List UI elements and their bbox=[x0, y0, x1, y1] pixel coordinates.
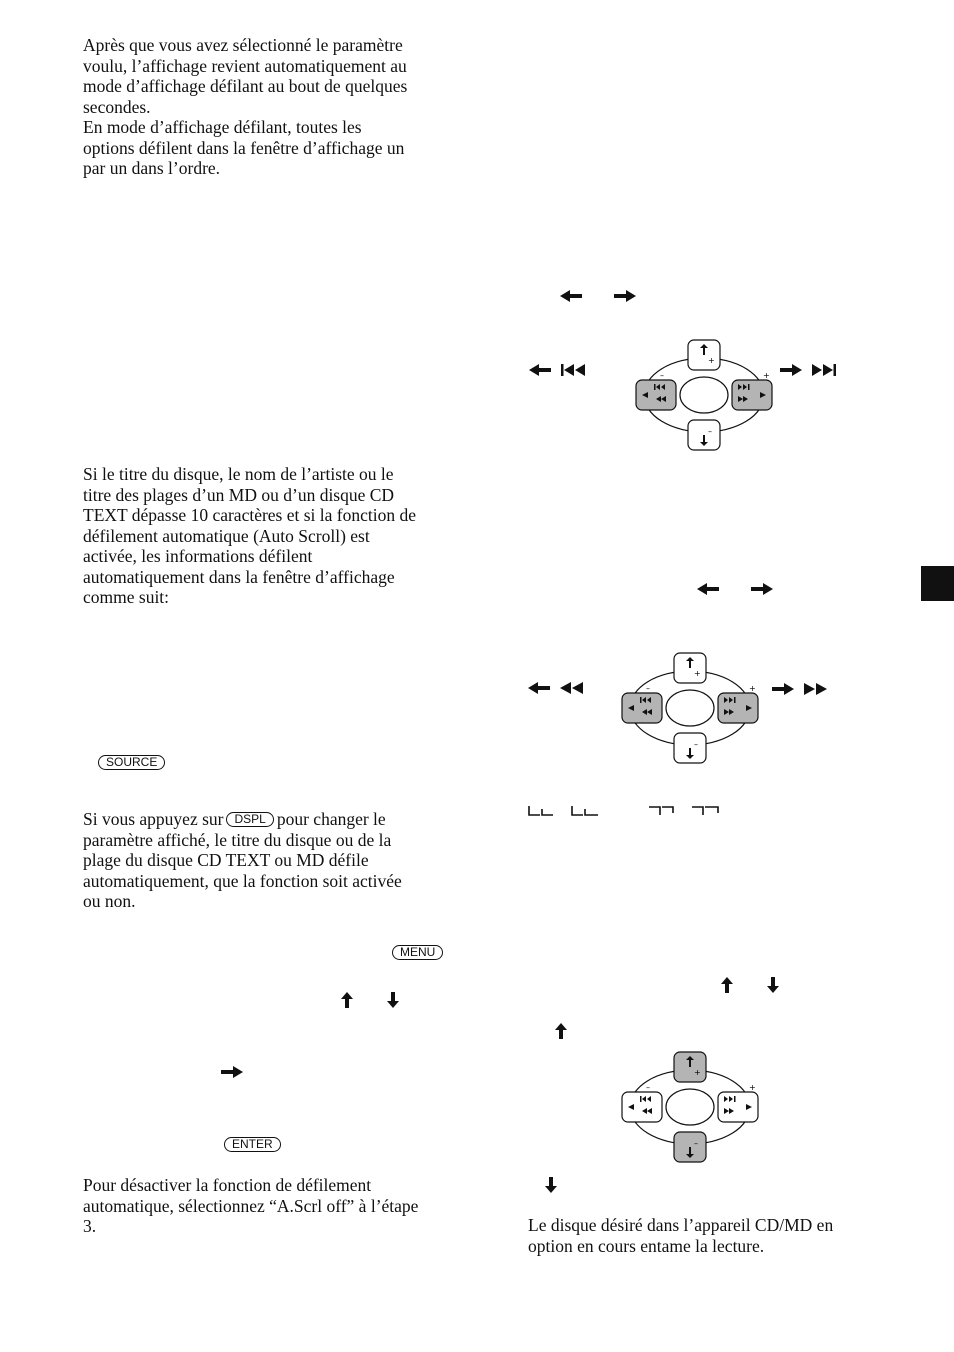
text-line bbox=[83, 809, 473, 830]
dspl-text-after: pour changer le bbox=[276, 809, 386, 829]
text-line: Pour désactiver la fonction de défilement bbox=[83, 1175, 372, 1195]
menu-key: MENU bbox=[392, 945, 443, 960]
text-line: En mode d’affichage défilant, toutes les bbox=[83, 117, 362, 137]
text-line: TEXT dépasse 10 caractères et si la fonction de bbox=[83, 505, 417, 525]
arrow-down-icon bbox=[386, 992, 400, 1008]
arrow-right-icon bbox=[614, 289, 636, 303]
text-line: automatiquement, que la fonction soit activée bbox=[83, 870, 402, 891]
text-line: automatique, sélectionnez “A.Scrl off” à l’étape bbox=[83, 1195, 419, 1216]
svg-text:+: + bbox=[749, 684, 756, 693]
arrow-up-icon bbox=[340, 992, 354, 1008]
enter-key: ENTER bbox=[224, 1137, 281, 1152]
text-line: comme suit: bbox=[83, 587, 170, 607]
segment-display-icon bbox=[648, 805, 723, 817]
arrow-down-icon bbox=[544, 1177, 558, 1193]
svg-text:+: + bbox=[708, 356, 715, 365]
arrow-up-icon bbox=[720, 977, 734, 993]
section-tab bbox=[921, 566, 954, 601]
skip-forward-icon bbox=[812, 364, 836, 376]
text-line: activée, les informations défilent bbox=[83, 546, 313, 566]
svg-text:–: – bbox=[694, 740, 698, 749]
arrow-right-icon bbox=[751, 582, 773, 596]
arrow-down-icon bbox=[766, 977, 780, 993]
control-pad-icon bbox=[632, 335, 776, 455]
segment-display-icon bbox=[528, 805, 603, 817]
text-line: voulu, l’affichage revient automatiquement au bbox=[83, 55, 407, 76]
text-line: option en cours entame la lecture. bbox=[528, 1235, 765, 1256]
text-line: Si le titre du disque, le nom de l’artiste ou le bbox=[83, 464, 394, 484]
arrow-up-icon bbox=[554, 1023, 568, 1039]
text-line: mode d’affichage défilant au bout de quelques bbox=[83, 76, 408, 96]
svg-text:–: – bbox=[708, 427, 712, 436]
text-line: plage du disque CD TEXT ou MD défile bbox=[83, 850, 369, 870]
arrow-left-icon bbox=[528, 681, 550, 695]
arrow-right-icon bbox=[221, 1065, 243, 1079]
text-line: Après que vous avez sélectionné le paramètre bbox=[83, 35, 403, 55]
text-line: 3. bbox=[83, 1216, 97, 1236]
svg-text:+: + bbox=[749, 1083, 756, 1092]
auto-return-paragraph bbox=[83, 35, 473, 179]
source-key: SOURCE bbox=[98, 755, 165, 770]
fast-forward-icon bbox=[804, 683, 828, 695]
auto-scroll-paragraph bbox=[83, 464, 473, 608]
control-pad-icon bbox=[618, 1047, 762, 1167]
arrow-right-icon bbox=[772, 682, 794, 696]
skip-back-icon bbox=[561, 364, 585, 376]
svg-text:–: – bbox=[646, 684, 650, 693]
text-line: par un dans l’ordre. bbox=[83, 158, 221, 178]
dspl-paragraph bbox=[83, 809, 473, 912]
disc-play-paragraph bbox=[528, 1215, 908, 1256]
svg-text:+: + bbox=[763, 371, 770, 380]
svg-text:+: + bbox=[694, 1068, 701, 1077]
svg-text:–: – bbox=[694, 1139, 698, 1148]
text-line: défilement automatique (Auto Scroll) est bbox=[83, 525, 370, 546]
arrow-right-icon bbox=[780, 363, 802, 377]
control-pad-icon bbox=[618, 648, 762, 768]
text-line: titre des plages d’un MD ou d’un disque CD bbox=[83, 484, 395, 505]
arrow-left-icon bbox=[697, 582, 719, 596]
arrow-left-icon bbox=[529, 363, 551, 377]
dspl-key: DSPL bbox=[226, 812, 273, 827]
text-line: secondes. bbox=[83, 96, 151, 117]
dspl-text-before: Si vous appuyez sur bbox=[83, 809, 224, 829]
svg-text:–: – bbox=[660, 371, 664, 380]
disable-paragraph bbox=[83, 1175, 473, 1237]
text-line: ou non. bbox=[83, 891, 136, 911]
text-line: Le disque désiré dans l’appareil CD/MD en bbox=[528, 1215, 834, 1235]
text-line: options défilent dans la fenêtre d’affichage un bbox=[83, 137, 405, 158]
text-line: automatiquement dans la fenêtre d’affichage bbox=[83, 566, 395, 587]
arrow-left-icon bbox=[560, 289, 582, 303]
svg-text:+: + bbox=[694, 669, 701, 678]
text-line: paramètre affiché, le titre du disque ou de la bbox=[83, 829, 392, 850]
rewind-icon bbox=[560, 682, 584, 694]
svg-text:–: – bbox=[646, 1083, 650, 1092]
